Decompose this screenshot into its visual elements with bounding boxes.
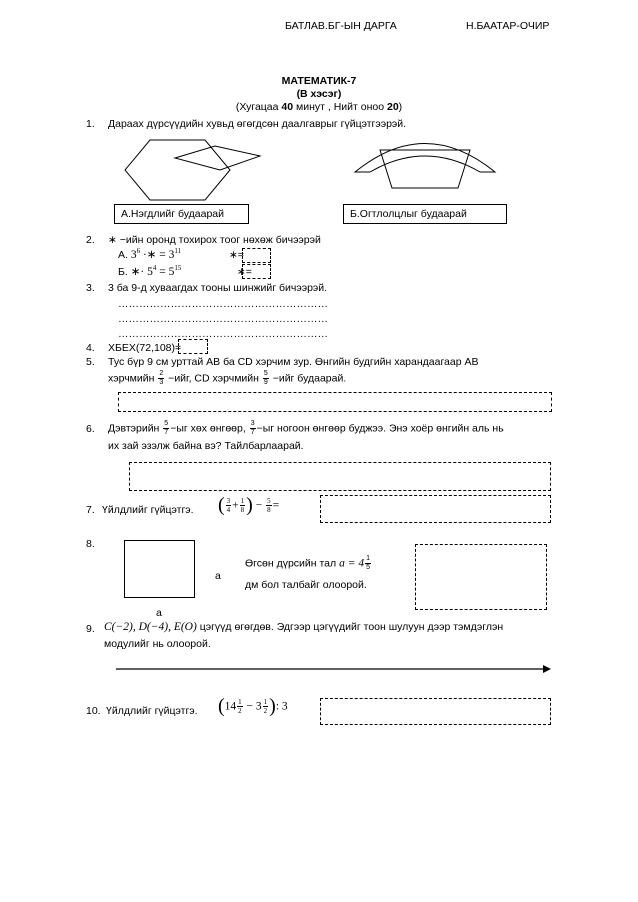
- minutes-value: 40: [281, 101, 294, 113]
- q9-line-1: C(−2), D(−4), E(O) цэгүүд өгөгдөв. Эдгээр цэгүүдийг тоон шулуун дээр тэмдэглэн: [104, 621, 504, 633]
- q3-text: 3 ба 9-д хуваагдах тооны шинжийг бичээрэй.: [108, 282, 328, 294]
- q3-number: 3.: [86, 282, 95, 294]
- q7-expression: ( $\frac{3}{4}$ + $\frac{1}{8}$ ) − $\frac{5}{8}$ =: [218, 494, 280, 516]
- q8-number: 8.: [86, 538, 95, 550]
- q7-answer-box[interactable]: [320, 495, 551, 523]
- q9-line-2: модулийг нь олоорой.: [104, 638, 211, 650]
- q2-number: 2.: [86, 234, 95, 246]
- q6-line-2: их зай эзэлж байна вэ? Тайлбарлаарай.: [108, 440, 304, 452]
- points-value: 20: [386, 101, 399, 113]
- q2b-eq: ∗=: [237, 266, 252, 278]
- approver-left: БАТЛАВ.БГ-ЫН ДАРГА: [285, 20, 397, 32]
- q6-line-1: Дэвтэрийн $\frac{5}{7}$ −ыг хөх өнгөөр, $\frac{3}{7}$ −ыг ногоон өнгөөр буджээ. Энэ хоёр өнгийн аль нь: [108, 420, 504, 436]
- q2a-answer-box[interactable]: [242, 248, 271, 263]
- q10-answer-box[interactable]: [320, 698, 551, 725]
- q6-answer-box[interactable]: [129, 462, 551, 491]
- q1-number: 1.: [86, 118, 95, 130]
- q6-number: 6.: [86, 423, 95, 435]
- q2b-answer-box[interactable]: [242, 264, 271, 279]
- q3-answer-line-2[interactable]: ……………………………………………………: [118, 313, 328, 325]
- q7-number: 7.: [86, 504, 95, 516]
- q3-answer-line-3[interactable]: ……………………………………………………: [118, 328, 328, 340]
- q8-side-label: a: [215, 570, 221, 582]
- q2a-eq: ∗=: [229, 249, 244, 261]
- q1-text: Дараах дүрсүүдийн хувьд өгөгдсөн даалгаврыг гүйцэтгээрэй.: [108, 118, 407, 130]
- q10-number: 10.: [86, 705, 101, 717]
- q10-text: Үйлдлийг гүйцэтгэ.: [106, 705, 198, 717]
- task-a-box: [114, 204, 249, 224]
- star-symbol: ∗: [108, 234, 117, 246]
- q2a-expression: А. $3^6$ ·∗ = $3^{11}$: [118, 247, 182, 261]
- q9-number: 9.: [86, 623, 95, 635]
- q8-square-figure: [124, 540, 195, 598]
- task-b-box: [343, 204, 507, 224]
- q7-text: Үйлдлийг гүйцэтгэ.: [102, 504, 194, 516]
- q8-line-1: Өгсөн дүрсийн тал a = 4 $\frac{1}{5}$: [245, 555, 370, 571]
- task-a-label: А.Нэгдлийг будаарай: [121, 208, 224, 220]
- q2-text: ∗ −ийн оронд тохирох тоог нөхөж бичээрэй: [108, 234, 321, 246]
- q8-bottom-label: a: [156, 607, 162, 619]
- q5-line-1: Тус бүр 9 см урттай АВ ба CD хэрчим зур. Өнгийн будгийн харандаагаар АВ: [108, 356, 479, 368]
- number-line-arrow[interactable]: [115, 663, 553, 675]
- page-title: МАТЕМАТИК-7: [281, 75, 357, 87]
- q9-points: C(−2), D(−4), E(O): [104, 621, 197, 633]
- q5-answer-box[interactable]: [118, 392, 552, 412]
- q3-answer-line-1[interactable]: ……………………………………………………: [118, 298, 328, 310]
- q5-line-2: хэрчмийн $\frac{2}{3}$ −ийг, CD хэрчмийн $\frac{5}{9}$ −ийг будаарай.: [108, 370, 347, 386]
- q4-answer-box[interactable]: [178, 339, 208, 354]
- q2b-expression: Б. ∗· $5^4 = 5^{15}$: [118, 264, 182, 278]
- q4-number: 4.: [86, 342, 95, 354]
- approver-right: Н.БААТАР-ОЧИР: [466, 20, 550, 32]
- hexagon-rhombus-figure[interactable]: [115, 130, 265, 206]
- variant-label: (В хэсэг): [296, 88, 342, 100]
- q8-line-2: дм бол талбайг олоорой.: [245, 579, 367, 591]
- q10-expression: (14 $\frac{1}{2}$ − 3 $\frac{1}{2}$ ): 3: [218, 695, 288, 717]
- task-b-label: Б.Огтлолцлыг будаарай: [350, 208, 467, 220]
- exam-info: (Хугацаа 40 минут , Нийт оноо 20): [235, 101, 403, 113]
- q4-text: ХБЕХ(72,108)=: [108, 342, 182, 354]
- arch-trapezoid-figure[interactable]: [340, 130, 510, 200]
- q5-number: 5.: [86, 356, 95, 368]
- q8-answer-box[interactable]: [415, 544, 547, 610]
